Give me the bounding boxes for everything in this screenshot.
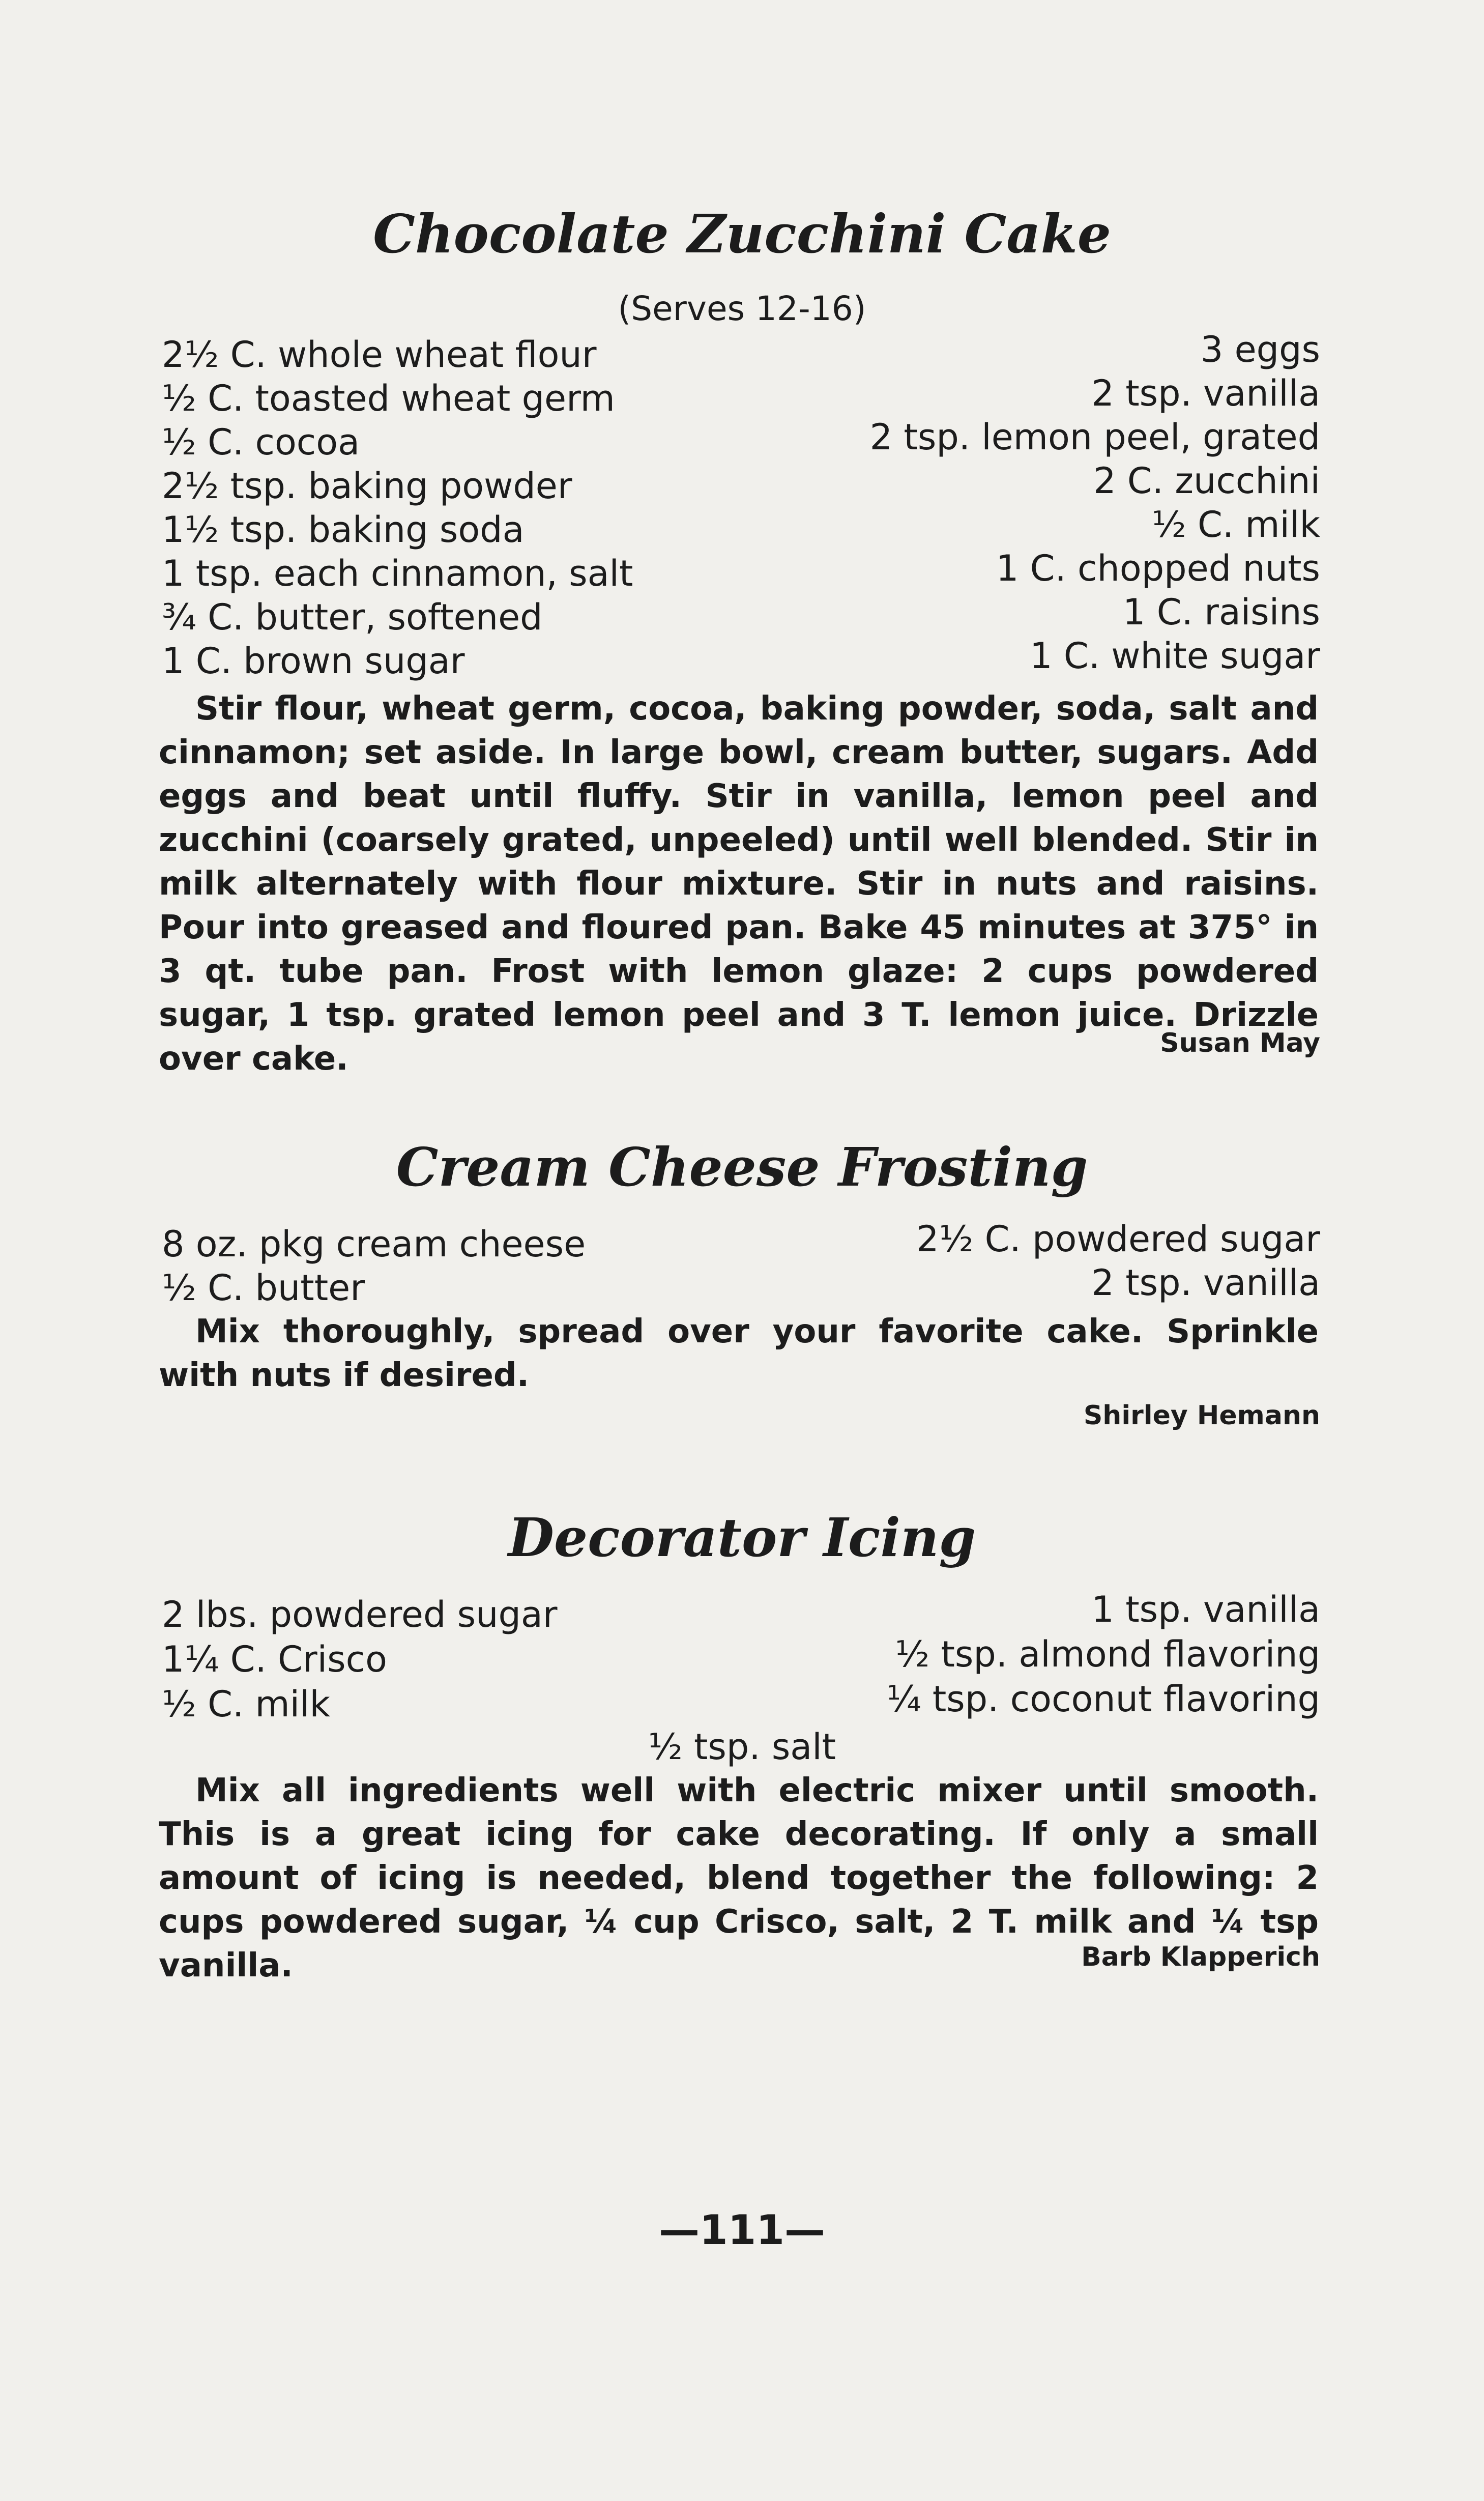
recipe-author: Susan May [1160, 1028, 1320, 1058]
ingredient-right: 1 C. chopped nuts [996, 548, 1320, 589]
ingredient-left: ½ C. cocoa [162, 421, 360, 463]
recipe-serves: (Serves 12-16) [618, 289, 866, 328]
ingredient-left: ¾ C. butter, softened [162, 596, 543, 638]
ingredient-left: 1¼ C. Crisco [162, 1638, 387, 1680]
recipe-instructions: Stir flour, wheat germ, cocoa, baking powder, soda, salt and cinnamon; set aside. In large bowl, cream butter, sugars. Add eggs and beat until fluffy. Stir in vanilla, lemon peel and zucchini (coarsely grated, unpeeled) until well blended. Stir in milk alternately with flour mixture. Stir in nuts and raisins. Pour into greased and floured pan. Bake 45 minutes at 375° in 3 qt. tube pan. Frost with lemon glaze: 2 cups powdered sugar, 1 tsp. grated lemon peel and 3 T. lemon juice. Drizzle over cake. [159, 690, 1319, 1078]
page-number: —111— [659, 2206, 825, 2254]
ingredient-right: ½ tsp. almond flavoring [895, 1633, 1320, 1675]
ingredient-left: 2 lbs. powdered sugar [162, 1594, 558, 1635]
ingredient-right: ½ C. milk [1151, 504, 1320, 545]
recipe-title-decorator-icing: Decorator Icing [508, 1506, 976, 1569]
ingredient-center: ½ tsp. salt [648, 1726, 836, 1768]
recipe-title-chocolate-zucchini-cake: Chocolate Zucchini Cake [373, 203, 1111, 265]
ingredient-right: 2 C. zucchini [1093, 460, 1320, 502]
ingredient-right: 3 eggs [1200, 329, 1320, 370]
ingredient-left: ½ C. toasted wheat germ [162, 378, 615, 419]
ingredient-right: 2 tsp. vanilla [1091, 1262, 1320, 1304]
ingredient-right: 1 C. white sugar [1030, 635, 1320, 677]
ingredient-right: 2 tsp. lemon peel, grated [869, 416, 1320, 458]
ingredient-left: 8 oz. pkg cream cheese [162, 1223, 586, 1265]
ingredient-right: 2½ C. powdered sugar [916, 1218, 1320, 1260]
ingredient-right: 2 tsp. vanilla [1091, 372, 1320, 414]
ingredient-left: ½ C. milk [162, 1683, 331, 1725]
ingredient-left: 1 tsp. each cinnamon, salt [162, 553, 633, 594]
ingredient-left: 1 C. brown sugar [162, 640, 465, 682]
ingredient-right: 1 C. raisins [1122, 591, 1320, 633]
recipe-title-cream-cheese-frosting: Cream Cheese Frosting [396, 1136, 1088, 1198]
recipe-author: Shirley Hemann [1083, 1400, 1320, 1431]
ingredient-left: ½ C. butter [162, 1267, 365, 1309]
ingredient-left: 2½ C. whole wheat flour [162, 334, 597, 376]
ingredient-right: ¼ tsp. coconut flavoring [886, 1678, 1320, 1720]
recipe-instructions: Mix thoroughly, spread over your favorite cake. Sprinkle with nuts if desired. [159, 1313, 1319, 1394]
ingredient-left: 1½ tsp. baking soda [162, 509, 525, 551]
ingredient-right: 1 tsp. vanilla [1091, 1589, 1320, 1630]
recipe-instructions: Mix all ingredients well with electric mixer until smooth. This is a great icing for cake decorating. If only a small amount of icing is needed, blend together the following: 2 cups powdered sugar, ¼ cup Crisco, salt, 2 T. milk and ¼ tsp vanilla. [159, 1772, 1319, 1985]
recipe-author: Barb Klapperich [1081, 1942, 1320, 1972]
ingredient-left: 2½ tsp. baking powder [162, 465, 572, 507]
